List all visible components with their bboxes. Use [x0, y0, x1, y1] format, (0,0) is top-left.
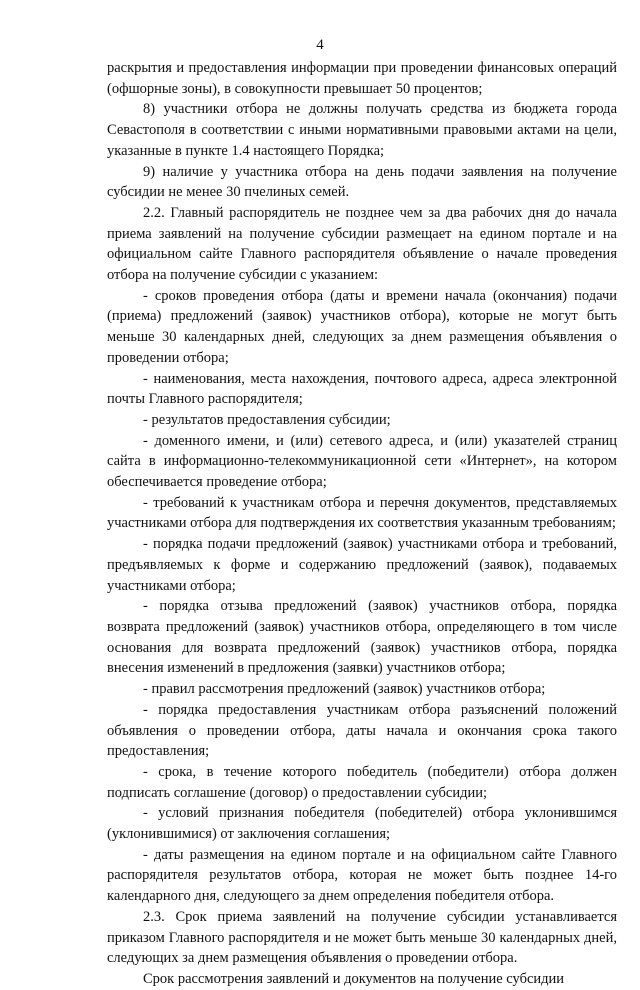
list-item: - наименования, места нахождения, почтового адреса, адреса электронной почты Главного распорядителя; — [107, 370, 617, 408]
list-item: - порядка предоставления участникам отбора разъяснений положений объявления о проведении отбора, даты начала и окончания срока такого предоставления; — [107, 701, 617, 760]
list-item: - даты размещения на едином портале и на официальном сайте Главного распорядителя результатов отбора, которая не может быть позднее 14-го календарного дня, следующего за днем определения победителя отбора. — [107, 846, 617, 905]
list-item: - требований к участникам отбора и перечня документов, представляемых участниками отбора для подтверждения их соответствия указанным требованиям; — [107, 494, 617, 532]
paragraph: раскрытия и предоставления информации при проведении финансовых операций (офшорные зоны), в совокупности превышает 50 процентов; — [107, 60, 617, 97]
list-item: - порядка отзыва предложений (заявок) участников отбора, порядка возврата предложений (заявок) участников отбора, определяющего в том числе основания для возврата предложений (заявок) участников отбора, порядка внесения изменений в предложения (заявки) участников отбора; — [107, 598, 617, 677]
list-item: - условий признания победителя (победителей) отбора уклонившимся (уклонившимися) от заключения соглашения; — [107, 805, 617, 843]
list-item: - порядка подачи предложений (заявок) участниками отбора и требований, предъявляемых к форме и содержанию предложений (заявок), подаваемых участниками отбора; — [107, 536, 617, 594]
list-item: - правил рассмотрения предложений (заявок) участников отбора; — [143, 681, 546, 698]
list-item: - результатов предоставления субсидии; — [143, 411, 391, 428]
page-number: 4 — [316, 37, 324, 53]
document-body — [107, 58, 617, 990]
list-item: - сроков проведения отбора (даты и времени начала (окончания) подачи (приема) предложений (заявок) участников отбора), которые не могут быть меньше 30 календарных дней, следующих за днем размещения объявления о проведении отбора; — [107, 287, 617, 366]
paragraph: 8) участники отбора не должны получать средства из бюджета города Севастополя в соответствии с иными нормативными правовыми актами на цели, указанные в пункте 1.4 настоящего Порядка; — [107, 101, 617, 159]
list-item: - срока, в течение которого победитель (победители) отбора должен подписать соглашение (договор) о предоставлении субсидии; — [107, 763, 617, 801]
paragraph: 2.2. Главный распорядитель не позднее чем за два рабочих дня до начала приема заявлений на получение субсидии размещает на едином портале и на официальном сайте Главного распорядителя объявление о начале проведения отбора на получение субсидии с указанием: — [107, 204, 617, 284]
list-item: - доменного имени, и (или) сетевого адреса, и (или) указателей страниц сайта в информационно-телекоммуникационной сети «Интернет», на котором обеспечивается проведение отбора; — [107, 432, 617, 491]
paragraph: 9) наличие у участника отбора на день подачи заявления на получение субсидии не менее 30 пчелиных семей. — [107, 163, 617, 201]
paragraph: 2.3. Срок приема заявлений на получение субсидии устанавливается приказом Главного распорядителя и не может быть меньше 30 календарных дней, следующих за днем размещения объявления о проведении отбора. — [107, 908, 617, 967]
paragraph: Срок рассмотрения заявлений и документов на получение субсидии — [143, 970, 565, 987]
